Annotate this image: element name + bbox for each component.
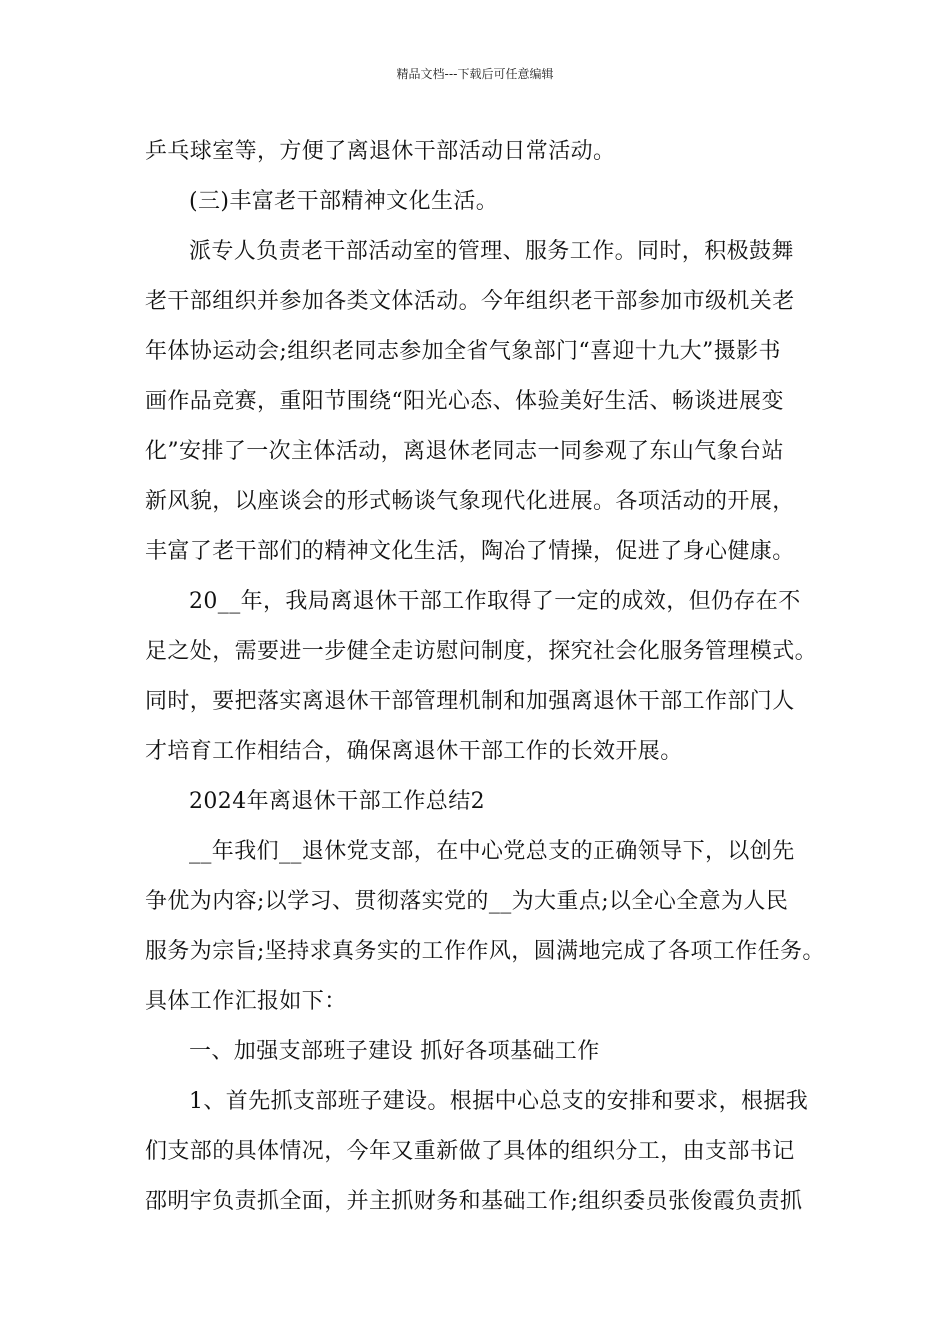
- text-line: 同时，要把落实离退休干部管理机制和加强离退休干部工作部门人: [145, 689, 795, 714]
- text-line: 化”安排了一次主体活动，离退休老同志一同参观了东山气象台站: [145, 439, 784, 464]
- text-line: 老干部组织并参加各类文体活动。今年组织老干部参加市级机关老: [145, 289, 795, 314]
- section-heading: 一、加强支部班子建设 抓好各项基础工作: [189, 1039, 600, 1064]
- text-line: 20__年，我局离退休干部工作取得了一定的成效，但仍存在不: [189, 589, 801, 614]
- text-line: 派专人负责老干部活动室的管理、服务工作。同时，积极鼓舞: [189, 239, 794, 264]
- text-line: 才培育工作相结合，确保离退休干部工作的长效开展。: [145, 739, 683, 764]
- text-line: 年体协运动会;组织老同志参加全省气象部门“喜迎十九大”摄影书: [145, 339, 781, 364]
- document-body: [145, 130, 825, 1230]
- text-line: 丰富了老干部们的精神文化生活，陶冶了情操，促进了身心健康。: [145, 539, 795, 564]
- text-line: 1、首先抓支部班子建设。根据中心总支的安排和要求，根据我: [189, 1089, 809, 1114]
- text-line: __年我们__退休党支部，在中心党总支的正确领导下，以创先: [189, 839, 795, 864]
- document-title: 2024年离退休干部工作总结2: [189, 789, 485, 814]
- page-header: 精品文档---下载后可任意编辑: [396, 67, 554, 81]
- text-line: 新风貌，以座谈会的形式畅谈气象现代化进展。各项活动的开展，: [145, 489, 795, 514]
- text-line: 画作品竞赛，重阳节围绕“阳光心态、体验美好生活、畅谈进展变: [145, 389, 784, 414]
- text-line: 邵明宇负责抓全面，并主抓财务和基础工作;组织委员张俊霞负责抓: [145, 1189, 803, 1214]
- text-line: 乒乓球室等，方便了离退休干部活动日常活动。: [145, 139, 616, 164]
- text-line: 足之处，需要进一步健全走访慰问制度，探究社会化服务管理模式。: [145, 639, 818, 664]
- text-line: 们支部的具体情况，今年又重新做了具体的组织分工，由支部书记: [145, 1139, 795, 1164]
- section-heading: (三)丰富老干部精神文化生活。: [189, 189, 499, 214]
- text-line: 具体工作汇报如下：: [145, 989, 347, 1014]
- text-line: 争优为内容;以学习、贯彻落实党的__为大重点;以全心全意为人民: [145, 889, 789, 914]
- text-line: 服务为宗旨;坚持求真务实的工作作风，圆满地完成了各项工作任务。: [145, 939, 825, 964]
